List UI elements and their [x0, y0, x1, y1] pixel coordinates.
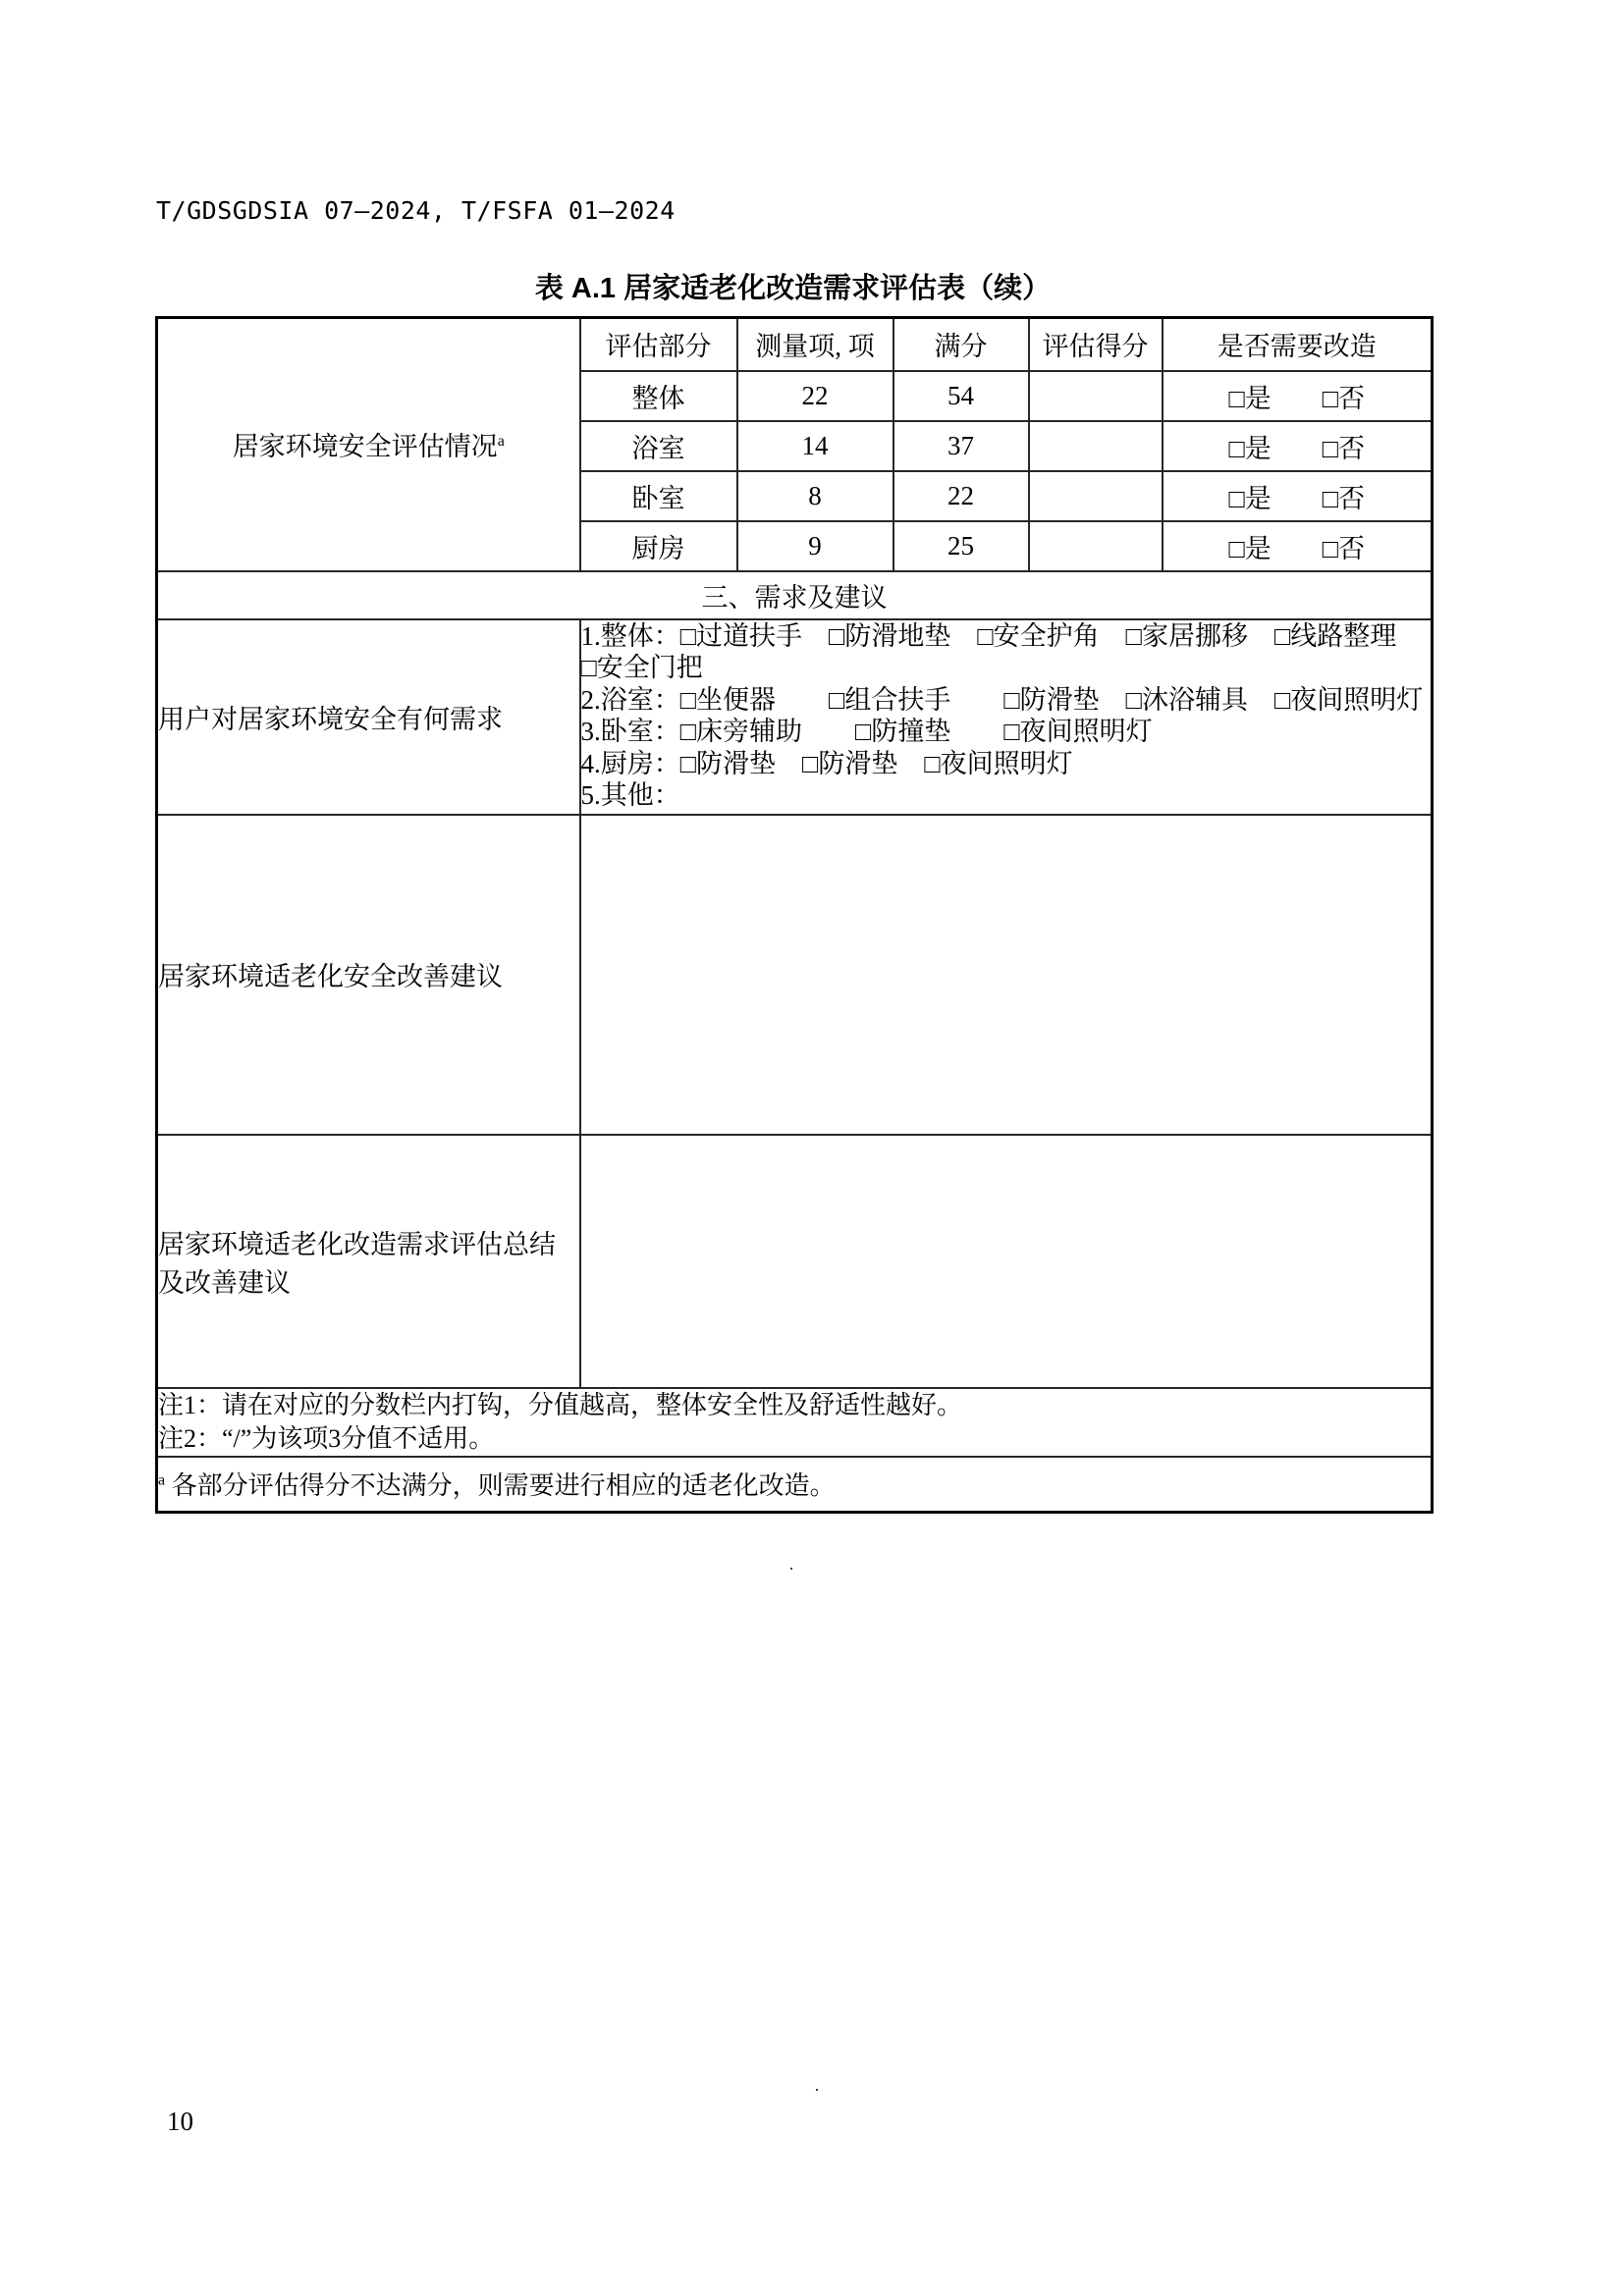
needs-checklist-cell: [580, 619, 1433, 815]
summary-label: 居家环境适老化改造需求评估总结及改善建议: [157, 1135, 580, 1388]
stray-dot: ·: [814, 2080, 820, 2100]
items-cell: 14: [737, 421, 893, 471]
note-2: 注2：“/”为该项3分值不适用。: [158, 1423, 495, 1453]
renovation-choice-cell: [1163, 471, 1433, 521]
col-header-need-renovation: 是否需要改造: [1163, 318, 1433, 371]
stray-dot: ·: [788, 1559, 794, 1578]
checkbox-no: □否: [1322, 433, 1366, 463]
col-header-part: 评估部分: [580, 318, 737, 371]
needs-row: [157, 619, 1433, 815]
items-cell: 8: [737, 471, 893, 521]
full-score-cell: 25: [893, 521, 1029, 571]
needs-line-bedroom: 3.卧室：□床旁辅助 □防撞垫 □夜间照明灯: [580, 717, 1153, 746]
footnote-text: 各部分评估得分不达满分，则需要进行相应的适老化改造。: [171, 1471, 836, 1501]
checkbox-yes: □是: [1228, 433, 1272, 463]
renovation-choice-cell: [1163, 421, 1433, 471]
full-score-cell: 37: [893, 421, 1029, 471]
needs-label: 用户对居家环境安全有何需求: [157, 619, 580, 815]
col-header-score: 评估得分: [1029, 318, 1163, 371]
checkbox-no: □否: [1322, 383, 1366, 413]
notes-row: [157, 1388, 1433, 1457]
page-number: 10: [167, 2107, 193, 2136]
notes-cell: [157, 1388, 1433, 1457]
needs-line-kitchen: 4.厨房：□防滑垫 □防滑垫 □夜间照明灯: [580, 748, 1073, 778]
part-cell: 浴室: [580, 421, 737, 471]
assessment-table: [155, 316, 1434, 1514]
needs-line-overall: 1.整体：□过道扶手 □防滑地垫 □安全护角 □家居挪移 □线路整理: [580, 620, 1397, 651]
footnote-marker: a: [497, 433, 505, 451]
items-cell: 22: [737, 371, 893, 421]
section-heading: 三、需求及建议: [157, 571, 1433, 619]
note-1: 注1：请在对应的分数栏内打钩，分值越高，整体安全性及舒适性越好。: [158, 1390, 963, 1419]
table-title: 表 A.1 居家适老化改造需求评估表（续）: [534, 273, 1052, 304]
part-cell: 厨房: [580, 521, 737, 571]
section-heading-row: [157, 571, 1433, 619]
checkbox-no: □否: [1322, 483, 1366, 513]
part-cell: 整体: [580, 371, 737, 421]
header-row: [157, 318, 1433, 371]
suggestion-row: [157, 815, 1433, 1135]
score-cell: [1029, 371, 1163, 421]
footnote-cell: [157, 1457, 1433, 1513]
items-cell: 9: [737, 521, 893, 571]
safety-eval-label: 居家环境安全评估情况: [232, 432, 498, 462]
safety-eval-label-cell: [157, 318, 580, 571]
full-score-cell: 54: [893, 371, 1029, 421]
col-header-measure-items: 测量项, 项: [737, 318, 893, 371]
checkbox-yes: □是: [1228, 383, 1272, 413]
needs-line-overall-cont: □安全门把: [580, 653, 703, 682]
renovation-choice-cell: [1163, 521, 1433, 571]
checkbox-yes: □是: [1228, 483, 1272, 513]
summary-row: [157, 1135, 1433, 1388]
needs-line-bathroom: 2.浴室：□坐便器 □组合扶手 □防滑垫 □沐浴辅具 □夜间照明灯: [580, 684, 1424, 715]
full-score-cell: 22: [893, 471, 1029, 521]
col-header-full-score: 满分: [893, 318, 1029, 371]
checkbox-yes: □是: [1228, 533, 1272, 563]
suggestion-fill-area: [580, 815, 1433, 1135]
score-cell: [1029, 521, 1163, 571]
part-cell: 卧室: [580, 471, 737, 521]
footnote-row: [157, 1457, 1433, 1513]
renovation-choice-cell: [1163, 371, 1433, 421]
suggestion-label: 居家环境适老化安全改善建议: [157, 815, 580, 1135]
score-cell: [1029, 421, 1163, 471]
checkbox-no: □否: [1322, 533, 1366, 563]
footnote-marker: a: [158, 1471, 166, 1489]
summary-fill-area: [580, 1135, 1433, 1388]
needs-line-other: 5.其他：: [580, 780, 680, 810]
standard-reference: T/GDSGDSIA 07—2024, T/FSFA 01—2024: [156, 196, 676, 225]
score-cell: [1029, 471, 1163, 521]
